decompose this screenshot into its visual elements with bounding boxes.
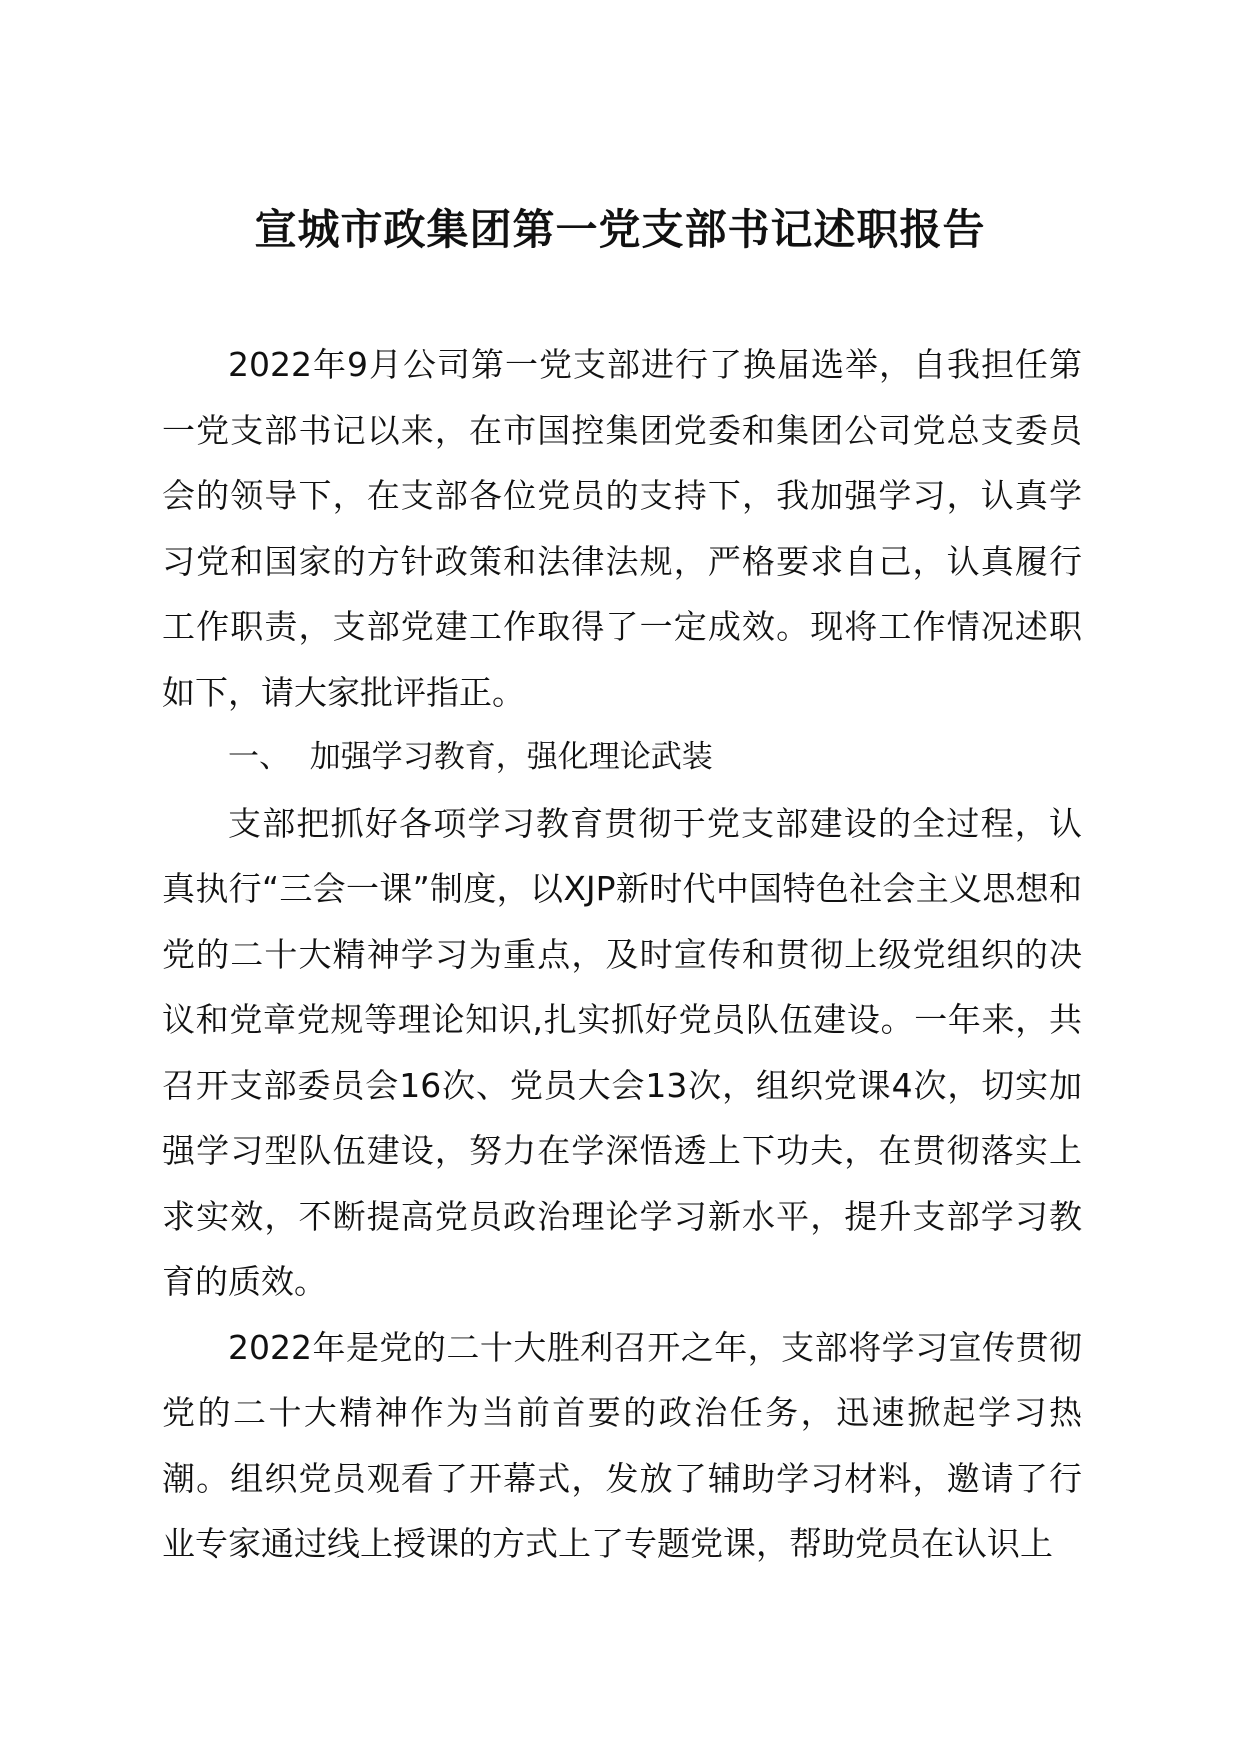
paragraph-intro: 2022年9月公司第一党支部进行了换届选举，自我担任第一党支部书记以来，在市国控集团党委和集团公司党总支委员会的领导下，在支部各位党员的支持下，我加强学习，认真学习党和国家的方针政策和法律法规，严格要求自己，认真履行工作职责，支部党建工作取得了一定成效。现将工作情况述职如下，请大家批评指正。 [162,345,1082,712]
section-heading-1: 一、 加强学习教育，强化理论武装 [228,739,713,775]
paragraph-study: 支部把抓好各项学习教育贯彻于党支部建设的全过程，认真执行“三会一课”制度，以XJP新时代中国特色社会主义思想和党的二十大精神学习为重点，及时宣传和贯彻上级党组织的决议和党章党规等理论知识,扎实抓好党员队伍建设。一年来，共召开支部委员会16次、党员大会13次，组织党课4次，切实加强学习型队伍建设，努力在学深悟透上下功夫，在贯彻落实上求实效，不断提高党员政治理论学习新水平，提升支部学习教育的质效。 [162,803,1082,1301]
document-title: 宣城市政集团第一党支部书记述职报告 [254,205,986,254]
paragraph-congress: 2022年是党的二十大胜利召开之年，支部将学习宣传贯彻党的二十大精神作为当前首要的政治任务，迅速掀起学习热潮。组织党员观看了开幕式，发放了辅助学习材料，邀请了行业专家通过线上授课的方式上了专题党课，帮助党员在认识上 [162,1327,1082,1563]
document-body [162,332,1082,1577]
